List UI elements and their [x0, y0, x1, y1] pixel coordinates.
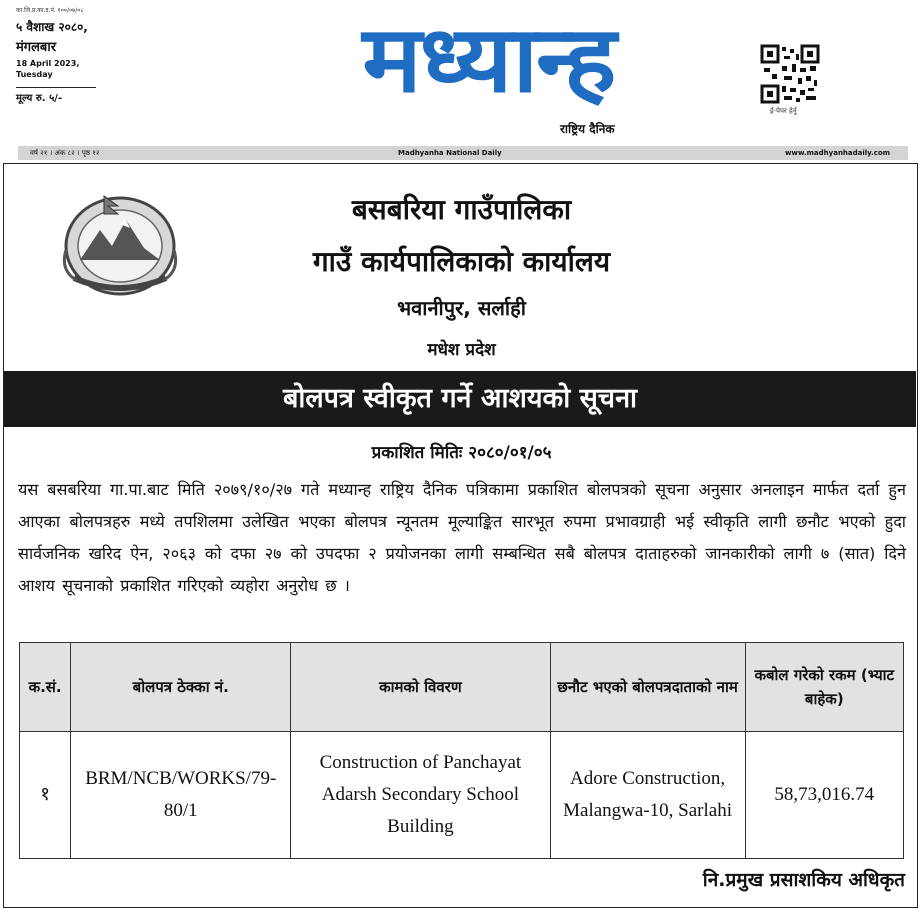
day-english: Tuesday — [16, 70, 53, 79]
notice-body: यस बसबरिया गा.पा.बाट मिति २०७९/१०/२७ गते मध्यान्ह राष्ट्रिय दैनिक पत्रिकामा प्रकाशित बोलपत्रको सूचना अनुसार अनलाइन मार्फत दर्ता हुन आएका बोलपत्रहरु मध्ये तपशिलमा उलेखित भएका बोलपत्र न्यूनतम मूल्याङ्कित सारभूत रुपमा प्रभावग्राही भई स्वीकृति लागी छनौट भएको हुदा सार्वजनिक खरिद ऐन, २०६३ को दफा २७ को उपदफा २ प्रयोजनका लागी सम्बन्धित सबै बोलपत्र दाताहरुको जानकारीको लागी ७ (सात) दिने आशय सूचनाको प्रकाशित गरिएको व्यहोरा अनुरोध छ । — [18, 480, 906, 595]
date-english: 18 April 2023, — [16, 59, 80, 68]
masthead-strip — [18, 146, 908, 160]
newspaper-logo: मध्यान्ह — [362, 6, 615, 113]
issue-info: वर्ष २१ । अंक ८२ । पृष्ठ १२ — [30, 149, 100, 157]
table-row — [20, 732, 904, 859]
cell-serial: १ — [20, 732, 71, 859]
table-header-row — [20, 643, 904, 732]
paper-english-name: Madhyanha National Daily — [398, 149, 502, 157]
published-date: प्रकाशित मितिः २०८०/०१/०५ — [371, 443, 552, 463]
newspaper-masthead — [0, 0, 922, 157]
header-bidder-name: छनौट भएको बोलपत्रदाताको नाम — [550, 643, 745, 732]
cell-tender-number: BRM/NCB/WORKS/79-80/1 — [71, 732, 291, 859]
notice-title: बोलपत्र स्वीकृत गर्ने आशयको सूचना — [4, 371, 916, 427]
cell-work-description: Construction of Panchayat Adarsh Secondary School Building — [291, 732, 550, 859]
qr-code-icon[interactable] — [760, 44, 820, 104]
province-name: मधेश प्रदेश — [427, 340, 496, 360]
tender-table — [19, 642, 904, 859]
website-link[interactable]: www.madhyanhadaily.com — [785, 149, 890, 157]
header-serial: क.सं. — [20, 643, 71, 732]
price: मूल्य रु. ५/- — [16, 87, 96, 104]
cell-bidder-name: Adore Construction, Malangwa-10, Sarlahi — [550, 732, 745, 859]
header-bid-amount: कबोल गरेको रकम (भ्याट बाहेक) — [745, 643, 903, 732]
office-address: भवानीपुर, सर्लाही — [397, 296, 526, 320]
date-nepali: ५ वैशाख २०८०, — [16, 20, 88, 34]
cell-bid-amount: 58,73,016.74 — [745, 732, 903, 859]
day-nepali: मंगलबार — [16, 40, 57, 55]
office-name: गाउँ कार्यपालिकाको कार्यालय — [312, 245, 611, 278]
newspaper-subtitle: राष्ट्रिय दैनिक — [560, 122, 615, 136]
header-work-description: कामको विवरण — [291, 643, 550, 732]
signatory: नि.प्रमुख प्रसाशकिय अधिकृत — [702, 869, 905, 891]
qr-label: ई-पेपर हेर्नु — [770, 107, 797, 115]
tender-notice — [3, 163, 918, 908]
registration-number: का.जि.प्र.का.द.नं. १००/०७/०८ — [16, 7, 84, 14]
municipality-name: बसबरिया गाउँपालिका — [351, 193, 572, 226]
masthead-info — [16, 6, 196, 104]
header-tender-number: बोलपत्र ठेक्का नं. — [71, 643, 291, 732]
